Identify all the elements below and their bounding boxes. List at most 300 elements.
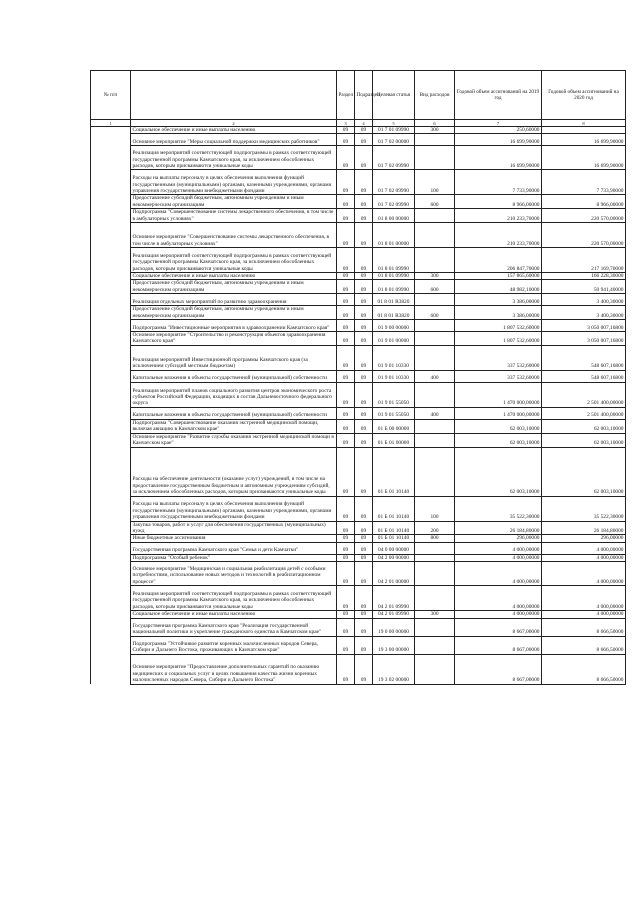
row-num <box>91 407 131 419</box>
row-amount-2020: 50 941,40000 <box>542 280 626 294</box>
row-amount-2019: 1 470 000,00000 <box>455 407 542 419</box>
row-razdel: 09 <box>337 654 355 684</box>
row-amount-2019: 4 000,00000 <box>455 542 542 554</box>
row-podrazdel: 09 <box>355 586 373 611</box>
row-razdel: 09 <box>337 170 355 195</box>
header-razdel: Раздел <box>337 71 355 120</box>
row-podrazdel: 09 <box>355 407 373 419</box>
row-expense-type <box>415 654 455 684</box>
header-2019: Годовой объем ассигнований на 2019 год <box>455 71 542 120</box>
table-row <box>91 320 626 332</box>
row-podrazdel: 09 <box>355 636 373 654</box>
column-number: 8 <box>542 120 626 127</box>
table-body <box>91 127 626 685</box>
row-podrazdel: 09 <box>355 280 373 294</box>
row-name: Подпрограмма "Совершенствование системы лекарственного обеспечения, в том числе в амбулаторных условиях" <box>131 209 337 223</box>
table-row <box>91 618 626 636</box>
row-amount-2020: 62 003,10000 <box>542 433 626 447</box>
row-name: Основное мероприятие "Меры социальной поддержки медицинских работников" <box>131 134 337 146</box>
row-target-article: 01 8 01 R3820 <box>373 306 415 320</box>
row-amount-2020: 4 000,00000 <box>542 554 626 561</box>
row-razdel: 09 <box>337 521 355 535</box>
row-amount-2020: 4 000,00000 <box>542 611 626 618</box>
row-razdel: 09 <box>337 127 355 134</box>
row-podrazdel: 09 <box>355 332 373 346</box>
row-expense-type: 100 <box>415 496 455 521</box>
row-razdel: 09 <box>337 280 355 294</box>
row-podrazdel: 09 <box>355 542 373 554</box>
row-expense-type: 800 <box>415 535 455 542</box>
row-expense-type: 400 <box>415 370 455 382</box>
row-amount-2019: 3 386,00000 <box>455 294 542 306</box>
row-podrazdel: 09 <box>355 320 373 332</box>
row-razdel: 09 <box>337 146 355 170</box>
row-amount-2019: 8 667,00000 <box>455 618 542 636</box>
row-amount-2020: 548 607,16800 <box>542 370 626 382</box>
row-name: Подпрограмма "Особый ребенок" <box>131 554 337 561</box>
row-razdel: 09 <box>337 134 355 146</box>
row-razdel: 09 <box>337 195 355 209</box>
column-number: 6 <box>415 120 455 127</box>
row-amount-2020: 217 169,70000 <box>542 248 626 273</box>
row-target-article: 01 7 02 00000 <box>373 134 415 146</box>
row-num <box>91 496 131 521</box>
row-amount-2019: 337 532,60000 <box>455 370 542 382</box>
row-amount-2019: 62 003,10000 <box>455 433 542 447</box>
row-num <box>91 542 131 554</box>
table-row <box>91 195 626 209</box>
row-name: Подпрограмма "Совершенствование оказания экстренной медицинской помощи, включая авиацию в Камчатском крае" <box>131 419 337 433</box>
row-podrazdel: 09 <box>355 195 373 209</box>
row-target-article: 01 8 00 00000 <box>373 209 415 223</box>
row-num <box>91 654 131 684</box>
row-amount-2019: 206 847,70000 <box>455 248 542 273</box>
row-name: Государственная программа Камчатского края "Реализация государственной национальной политики и укрепление гражданского единства в Камчатском крае" <box>131 618 337 636</box>
row-target-article: 04 0 00 00000 <box>373 542 415 554</box>
row-amount-2019: 296,00000 <box>455 535 542 542</box>
row-podrazdel: 09 <box>355 521 373 535</box>
row-num <box>91 280 131 294</box>
column-number: 7 <box>455 120 542 127</box>
row-amount-2019: 157 865,60000 <box>455 273 542 280</box>
row-name: Предоставление субсидий бюджетным, автономным учреждениям и иным некоммерческим организациям <box>131 195 337 209</box>
row-expense-type <box>415 586 455 611</box>
row-razdel: 09 <box>337 370 355 382</box>
column-number: 5 <box>373 120 415 127</box>
table-row <box>91 521 626 535</box>
row-amount-2019: 4 000,00000 <box>455 586 542 611</box>
row-name: Реализация мероприятий соответствующей подпрограммы в рамках соответствующей государственной программы Камчатского края, за исключением обособленных расходов, которым присваиваются уникальные коды <box>131 586 337 611</box>
row-name: Расходы на обеспечение деятельности (оказание услуг) учреждений, в том числе на предоставление государственным бюджетным и автономным учреждениям субсидий, за исключением обособленных расходов, которым присваиваются уникальные коды <box>131 447 337 496</box>
row-razdel: 09 <box>337 542 355 554</box>
row-podrazdel: 09 <box>355 248 373 273</box>
row-name: Реализация мероприятий планов социального развития центров экономического роста субъектов Российской Федерации, входящих в состав Дальневосточного федерального округа <box>131 382 337 407</box>
row-razdel: 09 <box>337 586 355 611</box>
row-name: Основное мероприятие "Строительство и реконструкция объектов здравоохранения Камчатского края" <box>131 332 337 346</box>
row-podrazdel: 09 <box>355 170 373 195</box>
row-target-article: 01 9 01 55050 <box>373 407 415 419</box>
row-num <box>91 332 131 346</box>
row-num <box>91 382 131 407</box>
row-podrazdel: 09 <box>355 419 373 433</box>
row-expense-type <box>415 209 455 223</box>
row-amount-2019: 8 667,00000 <box>455 654 542 684</box>
row-expense-type <box>415 554 455 561</box>
table-row <box>91 554 626 561</box>
row-amount-2020: 8 666,50000 <box>542 654 626 684</box>
row-num <box>91 134 131 146</box>
row-amount-2020: 220 570,00000 <box>542 209 626 223</box>
row-num <box>91 248 131 273</box>
row-amount-2020: 548 607,16800 <box>542 345 626 370</box>
table-row <box>91 654 626 684</box>
row-amount-2019: 62 003,10000 <box>455 447 542 496</box>
row-name: Расходы на выплаты персоналу в целях обеспечения выполнения функций государственными (муниципальными) органами, казенными учреждениями, органами управления государственными внебюджетными фондами <box>131 170 337 195</box>
row-name: Реализация мероприятий соответствующей подпрограммы в рамках соответствующей государственной программы Камчатского края, за исключением обособленных расходов, которым присваиваются уникальные коды <box>131 248 337 273</box>
row-podrazdel: 09 <box>355 496 373 521</box>
table-row <box>91 433 626 447</box>
row-num <box>91 370 131 382</box>
row-name: Предоставление субсидий бюджетным, автономным учреждениям и иным некоммерческим организациям <box>131 306 337 320</box>
table-row <box>91 345 626 370</box>
row-num <box>91 127 131 134</box>
row-amount-2020: 35 522,30000 <box>542 496 626 521</box>
row-num <box>91 419 131 433</box>
header-podrazdel: Подраздел <box>355 71 373 120</box>
row-podrazdel: 09 <box>355 370 373 382</box>
row-podrazdel: 09 <box>355 306 373 320</box>
row-razdel: 09 <box>337 306 355 320</box>
row-target-article: 01 8 01 09990 <box>373 248 415 273</box>
row-target-article: 19 0 00 00000 <box>373 618 415 636</box>
row-target-article: 01 7 02 09990 <box>373 146 415 170</box>
row-amount-2020: 220 570,00000 <box>542 223 626 248</box>
row-amount-2020: 62 003,10000 <box>542 419 626 433</box>
row-target-article: 01 9 01 55050 <box>373 382 415 407</box>
row-expense-type <box>415 332 455 346</box>
row-name: Подпрограмма "Инвестиционные мероприятия в здравоохранении Камчатского края" <box>131 320 337 332</box>
row-target-article: 04 2 01 00000 <box>373 562 415 586</box>
row-num <box>91 306 131 320</box>
row-num <box>91 554 131 561</box>
row-expense-type <box>415 562 455 586</box>
row-podrazdel: 09 <box>355 535 373 542</box>
row-expense-type: 600 <box>415 306 455 320</box>
row-podrazdel: 09 <box>355 134 373 146</box>
row-name: Реализация отдельных мероприятий по развитию здравоохранения <box>131 294 337 306</box>
row-amount-2020: 7 733,90000 <box>542 170 626 195</box>
table-row <box>91 419 626 433</box>
row-num <box>91 273 131 280</box>
row-num <box>91 447 131 496</box>
row-name: Государственная программа Камчатского края "Семья и дети Камчатки" <box>131 542 337 554</box>
row-podrazdel: 09 <box>355 209 373 223</box>
row-podrazdel: 09 <box>355 433 373 447</box>
row-target-article: 01 Б 01 10140 <box>373 496 415 521</box>
row-expense-type: 600 <box>415 280 455 294</box>
row-num <box>91 223 131 248</box>
table-row <box>91 562 626 586</box>
row-name: Основное мероприятие "Предоставление дополнительных гарантий по оказанию медицинских и социальных услуг в целях повышения качества жизни коренных малочисленных народов Севера, Сибири и Дальнего Востока" <box>131 654 337 684</box>
row-num <box>91 611 131 618</box>
row-amount-2020: 2 501 400,00000 <box>542 407 626 419</box>
row-podrazdel: 09 <box>355 554 373 561</box>
row-amount-2020: 3 050 007,16800 <box>542 332 626 346</box>
row-name: Основное мероприятие "Медицинская и социальная реабилитация детей с особыми потребностями, использование новых методов и технологий в реабилитационном процессе" <box>131 562 337 586</box>
row-razdel: 09 <box>337 294 355 306</box>
row-podrazdel: 09 <box>355 127 373 134</box>
table-row <box>91 280 626 294</box>
row-num <box>91 294 131 306</box>
row-razdel: 09 <box>337 554 355 561</box>
table-row <box>91 636 626 654</box>
row-num <box>91 618 131 636</box>
row-expense-type <box>415 248 455 273</box>
row-razdel: 09 <box>337 382 355 407</box>
row-amount-2019: 1 470 000,00000 <box>455 382 542 407</box>
row-target-article: 04 2 01 09990 <box>373 586 415 611</box>
table-row <box>91 496 626 521</box>
row-expense-type <box>415 345 455 370</box>
row-amount-2019: 8 966,00000 <box>455 195 542 209</box>
row-amount-2020: 166 228,30000 <box>542 273 626 280</box>
row-amount-2020: 296,00000 <box>542 535 626 542</box>
table-row <box>91 407 626 419</box>
table-row <box>91 170 626 195</box>
row-podrazdel: 09 <box>355 345 373 370</box>
row-name: Реализация мероприятий соответствующей подпрограммы в рамках соответствующей государственной программы Камчатского края, за исключением обособленных расходов, которым присваиваются уникальные коды <box>131 146 337 170</box>
row-name: Реализация мероприятий Инвестиционной программы Камчатского края (за исключением субсидий местным бюджетам) <box>131 345 337 370</box>
row-num <box>91 320 131 332</box>
row-num <box>91 636 131 654</box>
row-amount-2019: 1 807 532,60000 <box>455 332 542 346</box>
row-razdel: 09 <box>337 496 355 521</box>
row-razdel: 09 <box>337 611 355 618</box>
row-target-article: 01 Б 01 10140 <box>373 535 415 542</box>
row-podrazdel: 09 <box>355 447 373 496</box>
row-expense-type <box>415 223 455 248</box>
row-podrazdel: 09 <box>355 273 373 280</box>
header-row <box>91 71 626 120</box>
row-expense-type <box>415 419 455 433</box>
table-row <box>91 209 626 223</box>
row-expense-type <box>415 294 455 306</box>
row-name: Подпрограмма "Устойчивое развитие коренных малочисленных народов Севера, Сибири и Дальнего Востока, проживающих в Камчатском крае" <box>131 636 337 654</box>
table-row <box>91 611 626 618</box>
row-podrazdel: 09 <box>355 146 373 170</box>
row-amount-2019: 4 000,00000 <box>455 611 542 618</box>
row-amount-2019: 8 667,00000 <box>455 636 542 654</box>
row-name: Закупка товаров, работ и услуг для обеспечения государственных (муниципальных) нужд <box>131 521 337 535</box>
row-expense-type: 300 <box>415 127 455 134</box>
column-number: 1 <box>91 120 131 127</box>
row-amount-2020: 8 966,00000 <box>542 195 626 209</box>
row-razdel: 09 <box>337 223 355 248</box>
row-expense-type <box>415 636 455 654</box>
row-name: Капитальные вложения в объекты государственной (муниципальной) собственности <box>131 407 337 419</box>
row-amount-2020: 8 666,50000 <box>542 618 626 636</box>
row-podrazdel: 09 <box>355 382 373 407</box>
row-amount-2020: 16 699,90000 <box>542 134 626 146</box>
row-expense-type <box>415 146 455 170</box>
table-row <box>91 542 626 554</box>
row-razdel: 09 <box>337 535 355 542</box>
row-target-article: 01 Б 01 00000 <box>373 433 415 447</box>
row-target-article: 01 9 00 00000 <box>373 320 415 332</box>
row-expense-type: 400 <box>415 407 455 419</box>
row-amount-2019: 210 233,70000 <box>455 209 542 223</box>
row-name: Основное мероприятие "Развитие службы оказания экстренной медицинской помощи в Камчатском крае" <box>131 433 337 447</box>
table-row <box>91 134 626 146</box>
row-razdel: 09 <box>337 320 355 332</box>
header-num: № п/п <box>91 71 131 120</box>
row-target-article: 01 9 01 10330 <box>373 370 415 382</box>
row-target-article: 04 2 00 00000 <box>373 554 415 561</box>
row-num <box>91 521 131 535</box>
row-expense-type <box>415 134 455 146</box>
column-number: 4 <box>355 120 373 127</box>
table-row <box>91 248 626 273</box>
header-csr: Целевая статья <box>373 71 415 120</box>
column-number-row <box>91 120 626 127</box>
row-name: Социальное обеспечение и иные выплаты населению <box>131 611 337 618</box>
table-row <box>91 146 626 170</box>
row-num <box>91 586 131 611</box>
row-podrazdel: 09 <box>355 294 373 306</box>
row-amount-2020: 26 184,80000 <box>542 521 626 535</box>
header-name <box>131 71 337 120</box>
row-expense-type <box>415 382 455 407</box>
row-num <box>91 146 131 170</box>
budget-table <box>90 70 626 685</box>
row-expense-type <box>415 320 455 332</box>
row-razdel: 09 <box>337 618 355 636</box>
row-podrazdel: 09 <box>355 611 373 618</box>
row-num <box>91 433 131 447</box>
table-row <box>91 306 626 320</box>
row-expense-type <box>415 542 455 554</box>
row-razdel: 09 <box>337 419 355 433</box>
table-row <box>91 332 626 346</box>
row-razdel: 09 <box>337 447 355 496</box>
row-num <box>91 195 131 209</box>
row-amount-2020: 4 000,00000 <box>542 586 626 611</box>
row-amount-2019: 250,60000 <box>455 127 542 134</box>
row-podrazdel: 09 <box>355 654 373 684</box>
row-target-article: 04 2 01 09990 <box>373 611 415 618</box>
table-row <box>91 535 626 542</box>
row-amount-2020: 62 003,10000 <box>542 447 626 496</box>
row-amount-2019: 4 000,00000 <box>455 554 542 561</box>
row-name: Основное мероприятие "Совершенствование системы лекарственного обеспечения, в том числе в амбулаторных условиях" <box>131 223 337 248</box>
table-row <box>91 273 626 280</box>
table-row <box>91 370 626 382</box>
row-razdel: 09 <box>337 273 355 280</box>
row-expense-type: 600 <box>415 195 455 209</box>
row-razdel: 09 <box>337 345 355 370</box>
row-num <box>91 170 131 195</box>
row-target-article: 01 8 01 00000 <box>373 223 415 248</box>
row-amount-2019: 4 000,00000 <box>455 562 542 586</box>
header-vr: Вид расходов <box>415 71 455 120</box>
row-podrazdel: 09 <box>355 562 373 586</box>
row-amount-2019: 16 699,90000 <box>455 146 542 170</box>
row-expense-type: 300 <box>415 273 455 280</box>
row-amount-2019: 16 699,90000 <box>455 134 542 146</box>
row-expense-type: 100 <box>415 170 455 195</box>
row-razdel: 09 <box>337 433 355 447</box>
row-amount-2019: 337 532,60000 <box>455 345 542 370</box>
row-target-article: 01 Б 01 10140 <box>373 521 415 535</box>
row-target-article: 01 Б 01 10140 <box>373 447 415 496</box>
row-amount-2020: 4 000,00000 <box>542 562 626 586</box>
row-name: Предоставление субсидий бюджетным, автономным учреждениям и иным некоммерческим организациям <box>131 280 337 294</box>
row-razdel: 09 <box>337 562 355 586</box>
header-2020: Годовой объем ассигнований на 2020 год <box>542 71 626 120</box>
table-row <box>91 382 626 407</box>
row-razdel: 09 <box>337 407 355 419</box>
row-amount-2019: 35 522,30000 <box>455 496 542 521</box>
row-name: Социальное обеспечение и иные выплаты населению <box>131 273 337 280</box>
row-num <box>91 209 131 223</box>
row-amount-2020 <box>542 127 626 134</box>
table-row <box>91 294 626 306</box>
row-razdel: 09 <box>337 636 355 654</box>
row-expense-type: 300 <box>415 611 455 618</box>
table-row <box>91 447 626 496</box>
row-amount-2019: 7 733,90000 <box>455 170 542 195</box>
row-razdel: 09 <box>337 332 355 346</box>
row-target-article: 01 7 01 09990 <box>373 127 415 134</box>
row-name: Социальное обеспечение и иные выплаты населению <box>131 127 337 134</box>
row-target-article: 01 9 01 00000 <box>373 332 415 346</box>
row-expense-type: 200 <box>415 521 455 535</box>
row-target-article: 01 8 01 09990 <box>373 280 415 294</box>
row-target-article: 01 8 01 09990 <box>373 273 415 280</box>
row-podrazdel: 09 <box>355 223 373 248</box>
row-amount-2020: 3 400,30000 <box>542 306 626 320</box>
row-amount-2020: 3 400,30000 <box>542 294 626 306</box>
table-row <box>91 127 626 134</box>
row-razdel: 09 <box>337 209 355 223</box>
row-expense-type <box>415 447 455 496</box>
row-num <box>91 345 131 370</box>
row-amount-2019: 26 184,80000 <box>455 521 542 535</box>
row-amount-2019: 210 233,70000 <box>455 223 542 248</box>
row-expense-type <box>415 433 455 447</box>
row-expense-type <box>415 618 455 636</box>
row-name: Капитальные вложения в объекты государственной (муниципальной) собственности <box>131 370 337 382</box>
row-target-article: 19 3 00 00000 <box>373 636 415 654</box>
row-target-article: 01 7 02 09990 <box>373 170 415 195</box>
row-name: Иные бюджетные ассигнования <box>131 535 337 542</box>
row-amount-2020: 4 000,00000 <box>542 542 626 554</box>
row-target-article: 01 Б 00 00000 <box>373 419 415 433</box>
row-num <box>91 562 131 586</box>
column-number: 3 <box>337 120 355 127</box>
row-amount-2020: 2 501 400,00000 <box>542 382 626 407</box>
row-amount-2020: 16 699,90000 <box>542 146 626 170</box>
row-target-article: 01 9 01 10330 <box>373 345 415 370</box>
row-target-article: 01 7 02 09990 <box>373 195 415 209</box>
row-num <box>91 535 131 542</box>
row-amount-2019: 62 003,10000 <box>455 419 542 433</box>
row-razdel: 09 <box>337 248 355 273</box>
row-target-article: 01 8 01 R3820 <box>373 294 415 306</box>
row-amount-2020: 8 666,50000 <box>542 636 626 654</box>
table-row <box>91 223 626 248</box>
row-amount-2019: 3 386,00000 <box>455 306 542 320</box>
